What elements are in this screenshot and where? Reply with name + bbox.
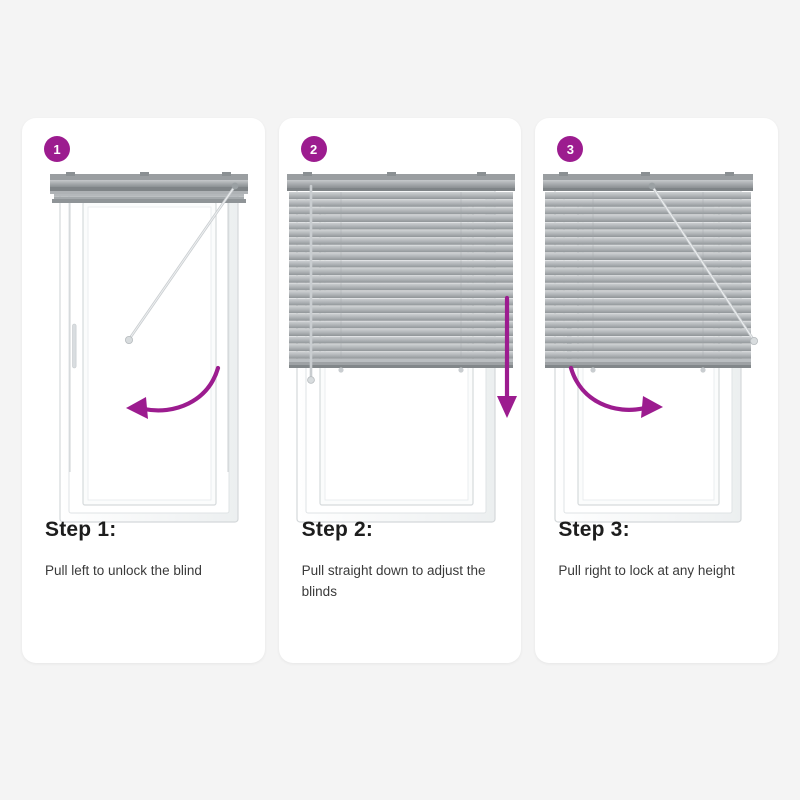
blind-headrail-3 bbox=[543, 172, 753, 191]
step-card-1 bbox=[22, 118, 265, 663]
blind-slats-3 bbox=[545, 192, 751, 373]
step-title-2: Step 2: bbox=[301, 518, 374, 541]
step-illustration-1 bbox=[22, 156, 265, 536]
steps-container bbox=[22, 118, 778, 663]
step-title-3: Step 3: bbox=[558, 518, 630, 541]
blind-headrail-2 bbox=[287, 172, 515, 191]
step-card-3 bbox=[535, 118, 778, 663]
blind-slats-2 bbox=[289, 192, 513, 373]
step-card-2 bbox=[279, 118, 522, 663]
step-title-1: Step 1: bbox=[45, 518, 117, 541]
step-number-badge-2: 2 bbox=[301, 136, 327, 162]
step-description-3: Pull right to lock at any height bbox=[558, 563, 735, 578]
window-frame-1 bbox=[60, 184, 238, 522]
step-number-badge-1: 1 bbox=[44, 136, 70, 162]
step-illustration-3 bbox=[535, 156, 778, 536]
step-illustration-2 bbox=[279, 156, 522, 536]
step-description-2: Pull straight down to adjust the blinds bbox=[301, 563, 486, 599]
step-number-badge-3: 3 bbox=[557, 136, 583, 162]
step-description-1: Pull left to unlock the blind bbox=[45, 563, 202, 578]
